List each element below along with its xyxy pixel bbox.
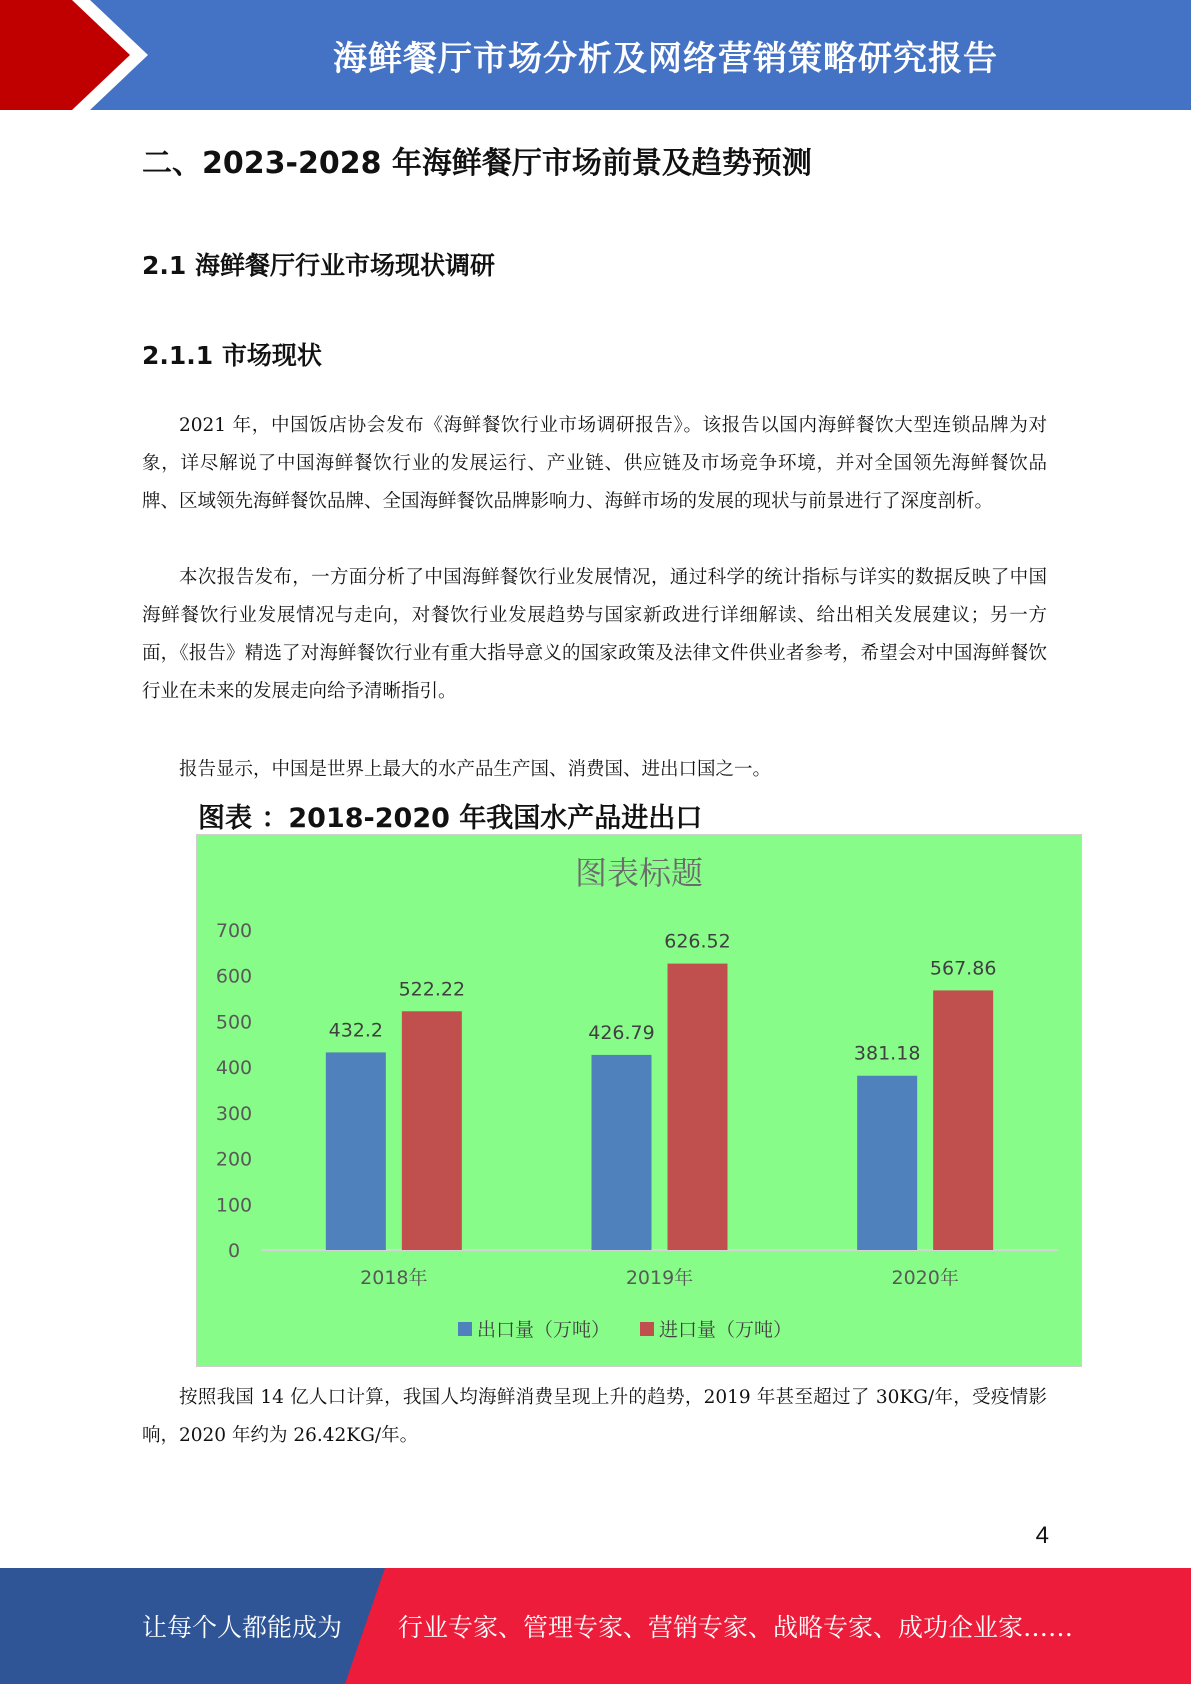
legend-swatch [458, 1322, 472, 1336]
x-tick-label: 2020年 [891, 1267, 959, 1289]
page-number: 4 [1035, 1522, 1049, 1549]
bar [668, 964, 728, 1250]
bar-chart [196, 834, 1082, 1367]
legend-label: 出口量（万吨） [477, 1319, 611, 1341]
page-footer [0, 1568, 1191, 1684]
figure-caption: 图表 ：2018-2020 年我国水产品进出口 [198, 803, 703, 834]
bar [857, 1076, 917, 1250]
bar [326, 1052, 386, 1250]
bar-data-label: 381.18 [853, 1042, 921, 1065]
legend-swatch [640, 1322, 654, 1336]
page-header [0, 0, 1191, 110]
bar [402, 1011, 462, 1250]
y-tick-label: 700 [215, 920, 253, 942]
bar [592, 1055, 652, 1250]
footer-slogan-left: 让每个人都能成为 [142, 1613, 343, 1642]
header-title: 海鲜餐厅市场分析及网络营销策略研究报告 [333, 38, 998, 79]
bar-data-label: 522.22 [398, 978, 466, 1001]
bar-data-label: 567.86 [929, 957, 997, 980]
bar-data-label: 426.79 [588, 1021, 655, 1044]
footer-slogan-right: 行业专家、管理专家、营销专家、战略专家、成功企业家…… [398, 1613, 1074, 1642]
x-tick-label: 2019年 [625, 1267, 694, 1289]
bar-data-label: 432.2 [328, 1019, 384, 1042]
paragraph-report-finding: 报告显示，中国是世界上最大的水产品生产国、消费国、进出口国之一。 [179, 759, 772, 780]
y-tick-label: 300 [215, 1102, 253, 1125]
header-arrow-decoration [0, 0, 160, 110]
subsection-heading-2-1: 2.1 海鲜餐厅行业市场现状调研 [142, 251, 495, 280]
y-tick-label: 400 [215, 1057, 253, 1080]
bar [933, 990, 993, 1250]
x-tick-label: 2018年 [360, 1267, 428, 1289]
section-heading-2: 二、2023-2028 年海鲜餐厅市场前景及趋势预测 [142, 146, 812, 181]
y-tick-label: 600 [215, 965, 253, 988]
legend-label: 进口量（万吨） [659, 1319, 793, 1341]
paragraph-report-release: 2021 年，中国饭店协会发布《海鲜餐饮行业市场调研报告》。该报告以国内海鲜餐饮大型连锁品牌为对象，详尽解说了中国海鲜餐饮行业的发展运行、产业链、供应链及市场竞争环境，并对全国领先海鲜餐饮品牌、区域领先海鲜餐饮品牌、全国海鲜餐饮品牌影响力、海鲜市场的发展的现状与前景进行了深度剖析。 [142, 415, 1047, 512]
y-tick-label: 100 [215, 1194, 253, 1217]
y-tick-label: 0 [227, 1240, 241, 1262]
subsection-heading-2-1-1: 2.1.1 市场现状 [142, 341, 322, 370]
header-arrow-red [0, 0, 130, 110]
paragraph-per-capita-consumption: 按照我国 14 亿人口计算，我国人均海鲜消费呈现上升的趋势，2019 年甚至超过了 30KG/年，受疫情影响，2020 年约为 26.42KG/年。 [142, 1387, 1047, 1446]
paragraph-report-purpose: 本次报告发布，一方面分析了中国海鲜餐饮行业发展情况，通过科学的统计指标与详实的数据反映了中国海鲜餐饮行业发展情况与走向，对餐饮行业发展趋势与国家新政进行详细解读、给出相关发展建议；另一方面，《报告》精选了对海鲜餐饮行业有重大指导意义的国家政策及法律文件供业者参考，希望会对中国海鲜餐饮行业在未来的发展走向给予清晰指引。 [142, 567, 1047, 702]
chart-title: 图表标题 [574, 854, 704, 892]
y-tick-label: 500 [215, 1011, 253, 1034]
y-tick-label: 200 [215, 1148, 253, 1171]
bar-data-label: 626.52 [664, 930, 731, 953]
